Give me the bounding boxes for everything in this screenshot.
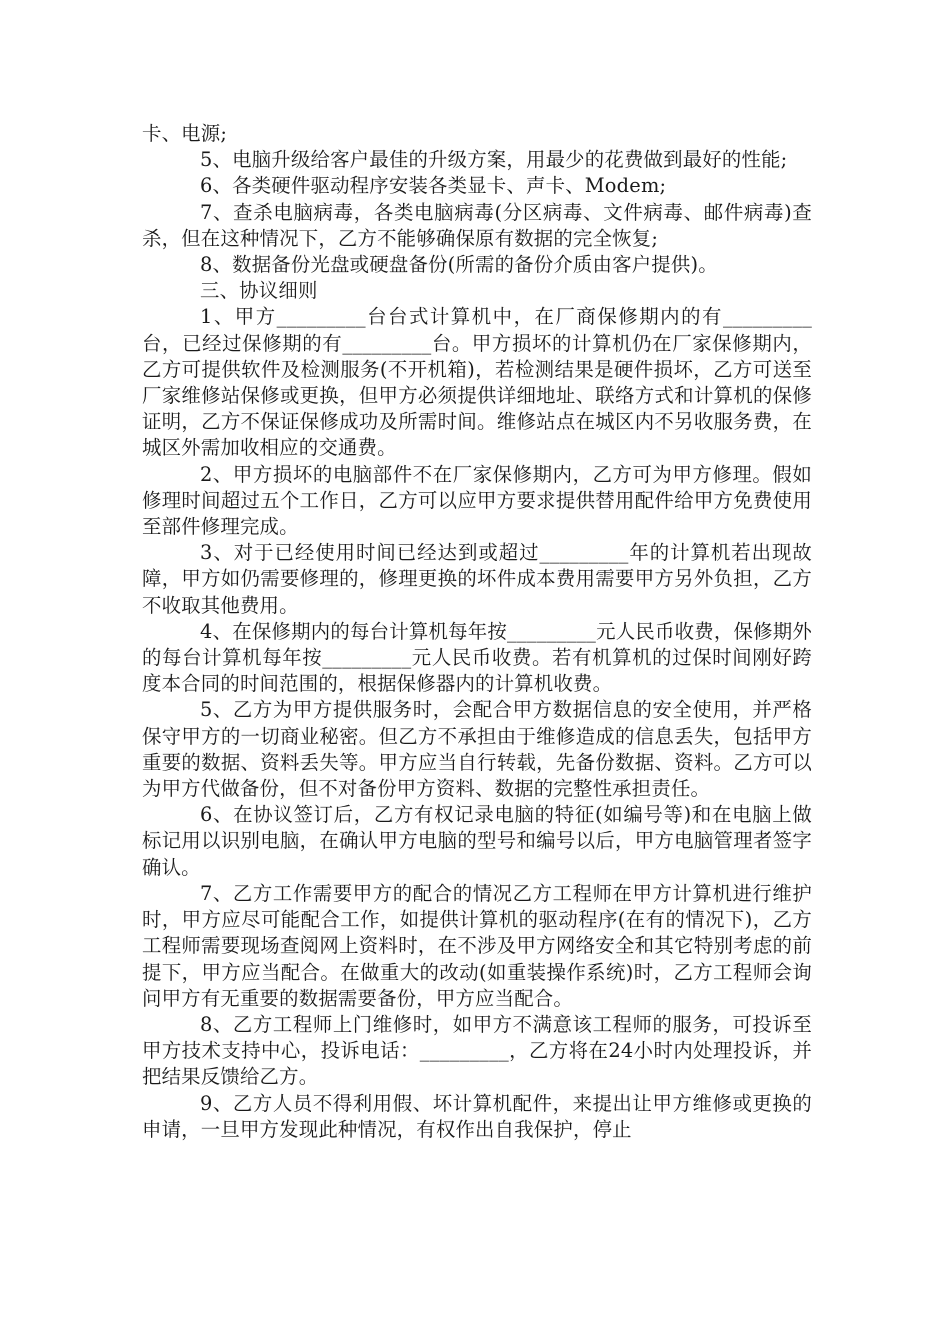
paragraph: 3、对于已经使用时间已经达到或超过_________年的计算机若出现故障，甲方如仍需要修理的，修理更换的坏件成本费用需要甲方另外负担，乙方不收取其他费用。 (142, 541, 812, 617)
paragraph: 卡、电源; (142, 122, 228, 145)
paragraph: 6、在协议签订后，乙方有权记录电脑的特征(如编号等)和在电脑上做标记用以识别电脑，在确认甲方电脑的型号和编号以后，甲方电脑管理者签字确认。 (142, 803, 812, 879)
paragraph: 8、乙方工程师上门维修时，如甲方不满意该工程师的服务，可投诉至甲方技术支持中心，投诉电话：_________，乙方将在24小时内处理投诉，并把结果反馈给乙方。 (142, 1012, 812, 1089)
paragraph: 2、甲方损坏的电脑部件不在厂家保修期内，乙方可为甲方修理。假如修理时间超过五个工作日，乙方可以应甲方要求提供替用配件给甲方免费使用至部件修理完成。 (142, 462, 812, 539)
paragraph: 8、数据备份光盘或硬盘备份(所需的备份介质由客户提供)。 (200, 253, 718, 277)
paragraph: 7、乙方工作需要甲方的配合的情况乙方工程师在甲方计算机进行维护时，甲方应尽可能配合工作，如提供计算机的驱动程序(在有的情况下)，乙方工程师需要现场查阅网上资料时，在不涉及甲方网络安全和其它特别考虑的前提下，甲方应当配合。在做重大的改动(如重装操作系统)时，乙方工程师会询问甲方有无重要的数据需要备份，甲方应当配合。 (142, 881, 812, 1010)
document-body (142, 121, 812, 1143)
section-heading: 三、协议细则 (200, 279, 318, 303)
paragraph: 6、各类硬件驱动程序安装各类显卡、声卡、Modem; (200, 174, 667, 198)
paragraph: 5、电脑升级给客户最佳的升级方案，用最少的花费做到最好的性能; (200, 148, 788, 172)
paragraph: 5、乙方为甲方提供服务时，会配合甲方数据信息的安全使用，并严格保守甲方的一切商业秘密。但乙方不承担由于维修造成的信息丢失，包括甲方重要的数据、资料丢失等。甲方应当自行转载，先备份数据、资料。乙方可以为甲方代做备份，但不对备份甲方资料、数据的完整性承担责任。 (142, 698, 812, 801)
paragraph: 9、乙方人员不得利用假、坏计算机配件，来提出让甲方维修或更换的申请，一旦甲方发现此种情况，有权作出自我保护，停止 (142, 1091, 812, 1141)
paragraph: 1、甲方_________台台式计算机中，在厂商保修期内的有_________台，已经过保修期的有_________台。甲方损坏的计算机仍在厂家保修期内，乙方可提供软件及检测服务(不开机箱)，若检测结果是硬件损坏，乙方可送至厂家维修站保修或更换，但甲方必须提供详细地址、联络方式和计算机的保修证明，乙方不保证保修成功及所需时间。维修站点在城区内不另收服务费，在城区外需加收相应的交通费。 (142, 305, 812, 460)
paragraph: 7、查杀电脑病毒，各类电脑病毒(分区病毒、文件病毒、邮件病毒)查杀，但在这种情况下，乙方不能够确保原有数据的完全恢复; (142, 200, 812, 250)
paragraph: 4、在保修期内的每台计算机每年按_________元人民币收费，保修期外的每台计算机每年按_________元人民币收费。若有机算机的过保时间刚好跨度本合同的时间范围的，根据保修器内的计算机收费。 (142, 619, 812, 696)
